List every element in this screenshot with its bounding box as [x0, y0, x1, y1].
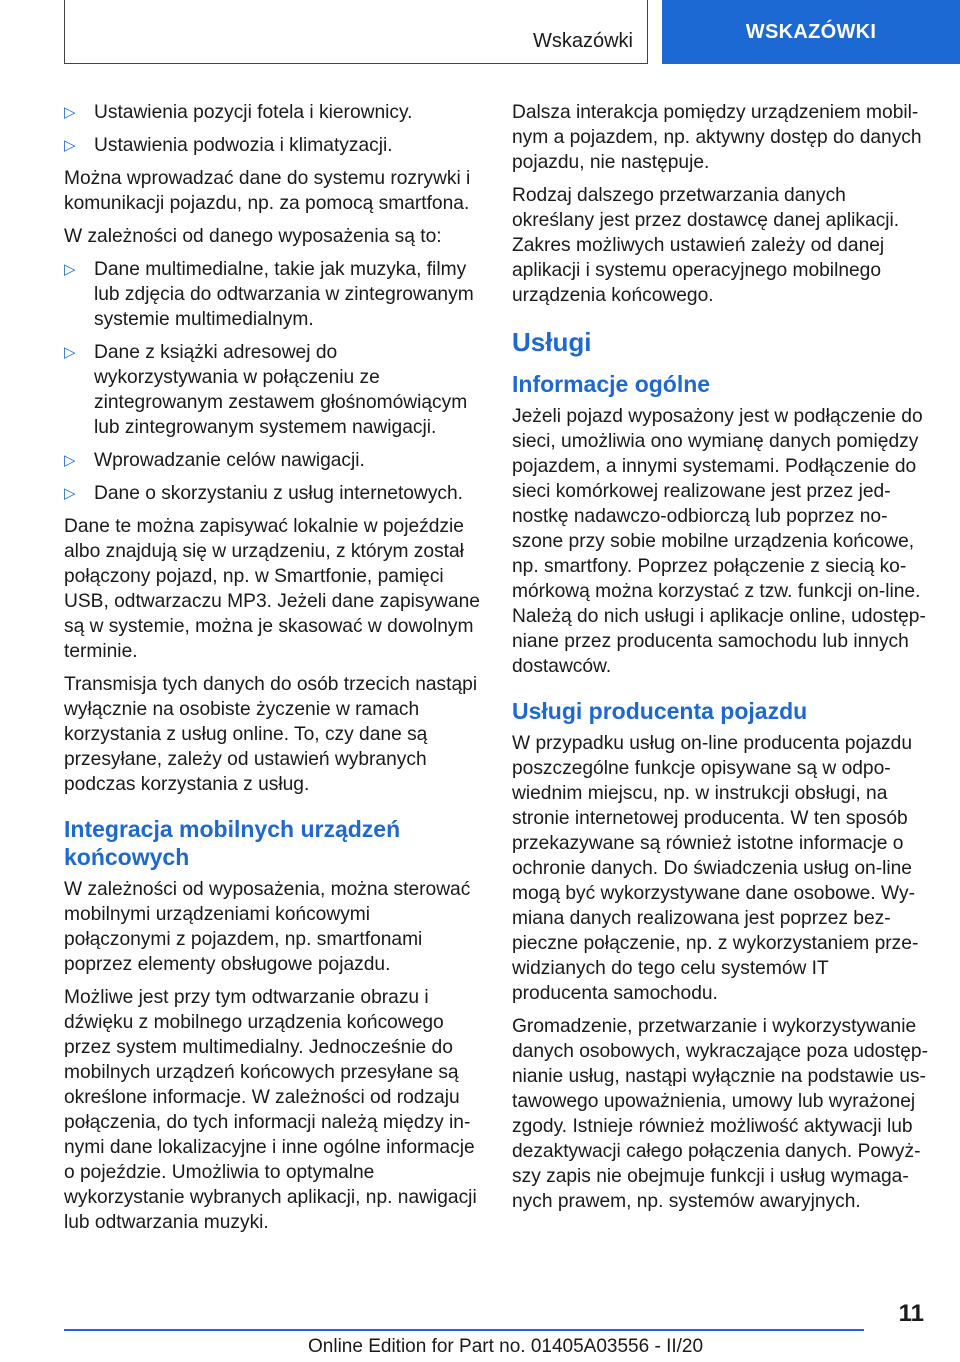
header-section-title: Wskazówki [532, 30, 633, 52]
paragraph: Gromadzenie, przetwarzanie i wykorzystywanie danych osobowych, wykraczające poza udostępnianie usług, nastąpi wyłącznie na podstawie ustawowego upoważnienia, umowy lub wyrażonej zgody. Istnieje również możliwość aktywacji lub dezaktywacji całego połączenia danych. Powyższy zapis nie obejmuje funkcji i usług wymaganych prawem, np. systemów awaryjnych. [512, 1016, 928, 1212]
paragraph: Możliwe jest przy tym odtwarzanie obrazu i dźwięku z mobilnego urządzenia końcowego przez system multimedialny. Jednocześnie do mobilnych urządzeń końcowych przesyłane są określone informacje. W zależności od rodzaju połączenia, do tych informacji należą między innymi dane lokalizacyjne i inne ogólne informacje o pojeździe. Umożliwia to optymalne wykorzystanie wybranych aplikacji, np. nawigacji lub odtwarzania muzyki. [64, 987, 477, 1233]
list-item: ▷ Dane o skorzystaniu z usług internetowych. [64, 483, 464, 504]
paragraph: Dalsza interakcja pomiędzy urządzeniem mobilnym a pojazdem, np. aktywny dostęp do danych pojazdu, nie następuje. [512, 102, 922, 173]
paragraph: W przypadku usług on-line producenta pojazdu poszczególne funkcje opisywane są w odpowiednim miejscu, np. w instrukcji obsługi, na stronie internetowej producenta. W ten sposób przekazywane są również istotne informacje o ochronie danych. Do świadczenia usług on-line mogą być wykorzystywane dane osobowe. Wymiana danych realizowana jest poprzez bezpieczne połączenie, np. z wykorzystaniem przewidzianych do tego celu systemów IT producenta samochodu. [512, 733, 919, 1004]
paragraph: Jeżeli pojazd wyposażony jest w podłączenie do sieci, umożliwia ono wymianę danych pomiędzy pojazdem, a innymi systemami. Podłączenie do sieci komórkowej realizowane jest przez jednostkę nadawczo-odbiorczą lub poprzez noszone przy sobie mobilne urządzenia końcowe, np. smartfony. Poprzez połączenie z siecią komórkową można korzystać z tzw. funkcji on-line. Należą do nich usługi i aplikacje online, udostępniane przez producenta samochodu lub innych dostawców. [512, 406, 926, 677]
list-item: ▷ Dane multimedialne, takie jak muzyka, filmy lub zdjęcia do odtwarzania w zintegrowanym systemie multimedialnym. [64, 259, 474, 330]
paragraph: W zależności od wyposażenia, można sterować mobilnymi urządzeniami końcowymi połączonymi z pojazdem, np. smartfonami poprzez elementy obsługowe pojazdu. [64, 879, 471, 975]
footer-edition-text: Online Edition for Part no. 01405A03556 - II/20 [308, 1336, 704, 1357]
list-item: ▷ Ustawienia pozycji fotela i kierownicy. [64, 102, 413, 123]
section-heading-mobile-integration: Integracja mobilnych urządzeń końcowych [64, 816, 401, 870]
paragraph: Dane te można zapisywać lokalnie w pojeździe albo znajdują się w urządzeniu, z którym został połączony pojazd, np. w Smartfonie, pamięci USB, odtwarzaczu MP3. Jeżeli dane zapisywane są w systemie, można je skasować w dowolnym terminie. [64, 516, 480, 662]
header-chapter-tab[interactable]: WSKAZÓWKI [662, 0, 960, 64]
list-item: ▷ Ustawienia podwozia i klimatyzacji. [64, 135, 393, 156]
right-column [512, 100, 928, 1222]
list-item: ▷ Wprowadzanie celów nawigacji. [64, 450, 365, 471]
bullet-triangle-icon: ▷ [64, 137, 76, 154]
bullet-triangle-icon: ▷ [64, 104, 76, 121]
paragraph: W zależności od danego wyposażenia są to: [64, 226, 442, 247]
bullet-triangle-icon: ▷ [64, 344, 76, 361]
bullet-triangle-icon: ▷ [64, 452, 76, 469]
chapter-heading-services: Usługi [512, 327, 592, 357]
page-number: 11 [898, 1300, 924, 1327]
footer-divider [64, 1329, 864, 1331]
section-heading-manufacturer-services: Usługi producenta pojazdu [512, 698, 808, 724]
section-heading-general-info: Informacje ogólne [512, 371, 711, 397]
bullet-triangle-icon: ▷ [64, 485, 76, 502]
header-frame [64, 0, 648, 64]
left-column [64, 100, 480, 1243]
paragraph: Można wprowadzać dane do systemu rozrywki i komunikacji pojazdu, np. za pomocą smartfona. [64, 168, 471, 214]
bullet-triangle-icon: ▷ [64, 261, 76, 278]
paragraph: Rodzaj dalszego przetwarzania danych określany jest przez dostawcę danej aplikacji. Zakres możliwych ustawień zależy od danej aplikacji i systemu operacyjnego mobilnego urządzenia końcowego. [512, 185, 900, 306]
list-item: ▷ Dane z książki adresowej do wykorzystywania w połączeniu ze zintegrowanym zestawem głośnomówiącym lub zintegrowanym systemem nawigacji. [64, 342, 468, 438]
paragraph: Transmisja tych danych do osób trzecich nastąpi wyłącznie na osobiste życzenie w ramach korzystania z usług online. To, czy dane są przesyłane, zależy od ustawień wybranych podczas korzystania z usług. [64, 674, 478, 795]
